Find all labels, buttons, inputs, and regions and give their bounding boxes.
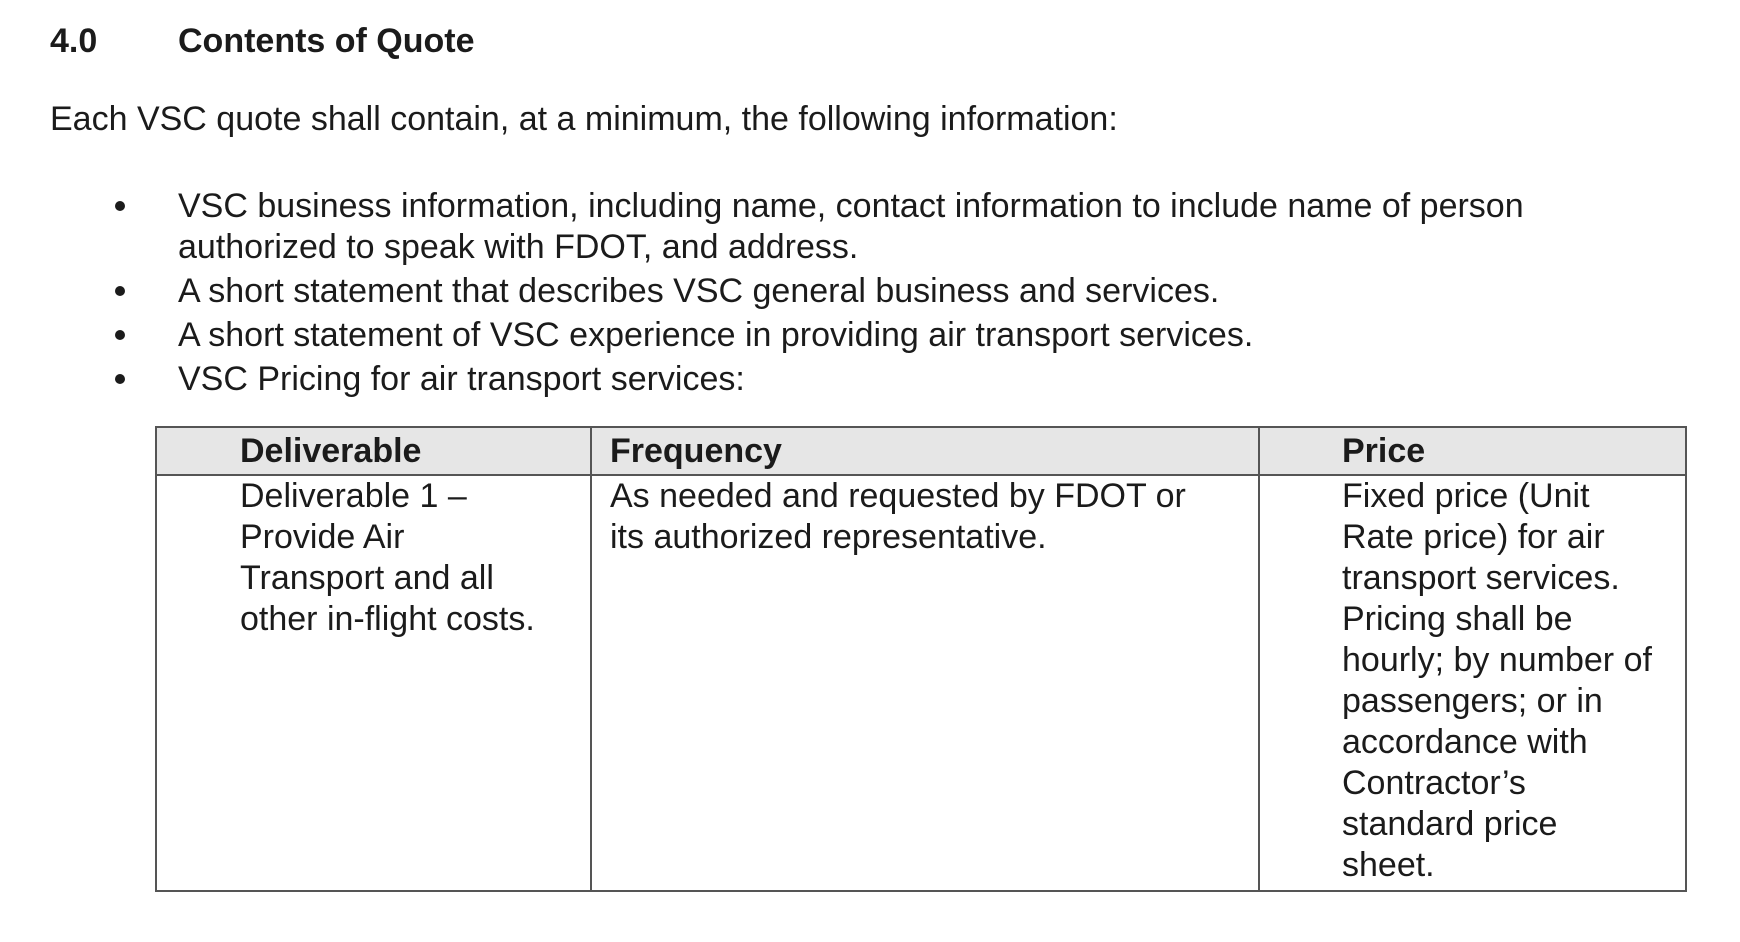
bullet-icon (115, 374, 125, 384)
list-item-text: A short statement of VSC experience in providing air transport services. (178, 316, 1254, 354)
cell-frequency (591, 475, 1259, 891)
column-header-price: Price (1259, 427, 1686, 475)
table-row (156, 475, 1686, 891)
requirements-list (0, 186, 1598, 403)
price-text: Fixed price (Unit Rate price) for air transport services. Pricing shall be hourly; by number of passengers; or in accordance with Contractor’s standard price sheet. (1342, 477, 1652, 884)
list-item (0, 271, 1598, 312)
bullet-icon (115, 201, 125, 211)
cell-deliverable (156, 475, 591, 891)
list-item (0, 359, 1598, 400)
pricing-table (155, 426, 1687, 892)
section-heading (50, 22, 475, 61)
section-title: Contents of Quote (178, 22, 475, 60)
frequency-text: As needed and requested by FDOT or its authorized representative. (610, 477, 1186, 556)
list-item-text: VSC Pricing for air transport services: (178, 360, 745, 398)
bullet-icon (115, 286, 125, 296)
intro-paragraph: Each VSC quote shall contain, at a minimum, the following information: (50, 100, 1118, 138)
table-header-row (156, 427, 1686, 475)
column-header-deliverable: Deliverable (156, 427, 591, 475)
list-item-text: A short statement that describes VSC general business and services. (178, 272, 1220, 310)
section-number: 4.0 (50, 22, 98, 60)
deliverable-text: Deliverable 1 – Provide Air Transport and all other in-flight costs. (240, 477, 535, 638)
cell-price (1259, 475, 1686, 891)
list-item (0, 186, 1598, 268)
list-item (0, 315, 1598, 356)
column-header-frequency: Frequency (591, 427, 1259, 475)
list-item-text: VSC business information, including name, contact information to include name of person authorized to speak with FDOT, and address. (178, 187, 1524, 266)
bullet-icon (115, 330, 125, 340)
